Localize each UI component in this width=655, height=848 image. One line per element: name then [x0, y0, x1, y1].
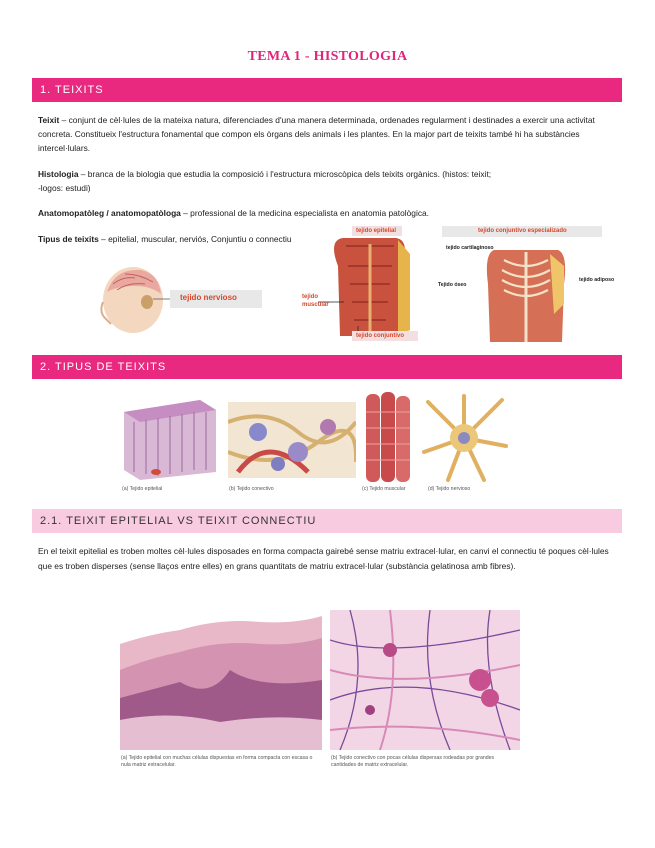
caption-nervioso: (d) Tejido nervioso: [428, 486, 471, 492]
head-brain-illustration: [95, 262, 265, 344]
page-title: TEMA 1 - HISTOLOGIA: [247, 49, 408, 64]
epithelial-micrograph: [120, 610, 322, 750]
teixit-term: Teixit: [38, 115, 60, 125]
histologia-term: Histologia: [38, 169, 79, 179]
caption-conectivo: (b) Tejido conectivo: [229, 486, 274, 492]
label-tejido-especializado: tejido conjuntivo especializado: [478, 228, 567, 234]
torso-muscle-illustration: [298, 226, 423, 344]
caption-muscular: (c) Tejido muscular: [362, 486, 406, 492]
nerve-tissue-illustration: [418, 392, 510, 484]
teixit-text: – conjunt de cèl·lules de la mateixa natura, diferenciades d'una manera determinada, ordenades regularment i destinades a exercir una activitat concreta. Constitueix l'estructura fonamental que compon els òrgans dels animals i les plantes. En la major part de teixits també hi ha substàncies intercel·lulars.: [38, 115, 595, 153]
muscle-tissue-illustration: [364, 392, 412, 484]
anatomopatoleg-definition: [38, 206, 618, 220]
caption-epitelial: (a) Tejido epitelial: [122, 486, 163, 492]
epithelial-tissue-illustration: [120, 392, 220, 484]
caption-connective-micrograph: (b) Tejido conectivo con pocas células dispersas rodeadas por grandes cantidades de matriz extracelular.: [331, 755, 495, 768]
tipus-teixits-definition: [38, 232, 338, 246]
label-tejido-cartilaginoso: tejido cartilaginoso: [446, 245, 494, 251]
histologia-text-2: -logos: estudi): [38, 183, 91, 193]
section-heading-teixits: 1. TEIXITS: [32, 78, 622, 102]
label-tejido-oseo: Tejido óseo: [438, 282, 467, 288]
label-tejido-conjuntivo: tejido conjuntivo: [356, 333, 404, 339]
teixit-definition: [38, 113, 618, 155]
tipus-teixits-term: Tipus de teixits: [38, 234, 99, 244]
label-tejido-nervioso: tejido nervioso: [180, 293, 237, 302]
section-heading-tipus-teixits: 2. TIPUS DE TEIXITS: [32, 355, 622, 379]
connective-micrograph: [330, 610, 520, 750]
caption-epithelial-micrograph: (a) Tejido epitelial con muchas células dispuestas en forma compacta con escasa o nula matriz extracelular.: [121, 755, 313, 768]
torso-skeleton-illustration: [474, 244, 578, 344]
section-heading-epitelial-vs-connectiu: 2.1. TEIXIT EPITELIAL VS TEIXIT CONNECTIU: [32, 509, 622, 533]
epitelial-vs-connectiu-text: En el teixit epitelial es troben moltes cèl·lules disposades en forma compacta gairebé sense matriu extracel·lular, en canvi el connectiu té poques cèl·lules que es troben disperses (sense llaços entre elles) en grans quantitats de matriu extracel·lular (substància gelatinosa amb fibres).: [38, 546, 609, 571]
label-tejido-adiposo: tejido adiposo: [579, 277, 615, 283]
connective-tissue-illustration: [228, 402, 356, 478]
histologia-text: – branca de la biologia que estudia la composició i l'estructura microscòpica dels teixits orgànics. (histos: teixit;: [78, 169, 492, 179]
label-tejido-muscular-2: muscular: [302, 302, 329, 308]
anatomopatoleg-term: Anatomopatòleg / anatomopatòloga: [38, 208, 181, 218]
tipus-teixits-text: – epitelial, muscular, nerviós, Conjuntiu o connectiu: [98, 234, 292, 244]
label-tejido-epitelial: tejido epitelial: [356, 228, 397, 234]
histologia-definition: [38, 167, 618, 195]
label-tejido-muscular-1: tejido: [302, 294, 318, 300]
anatomopatoleg-text: – professional de la medicina especialista en anatomia patològica.: [180, 208, 429, 218]
